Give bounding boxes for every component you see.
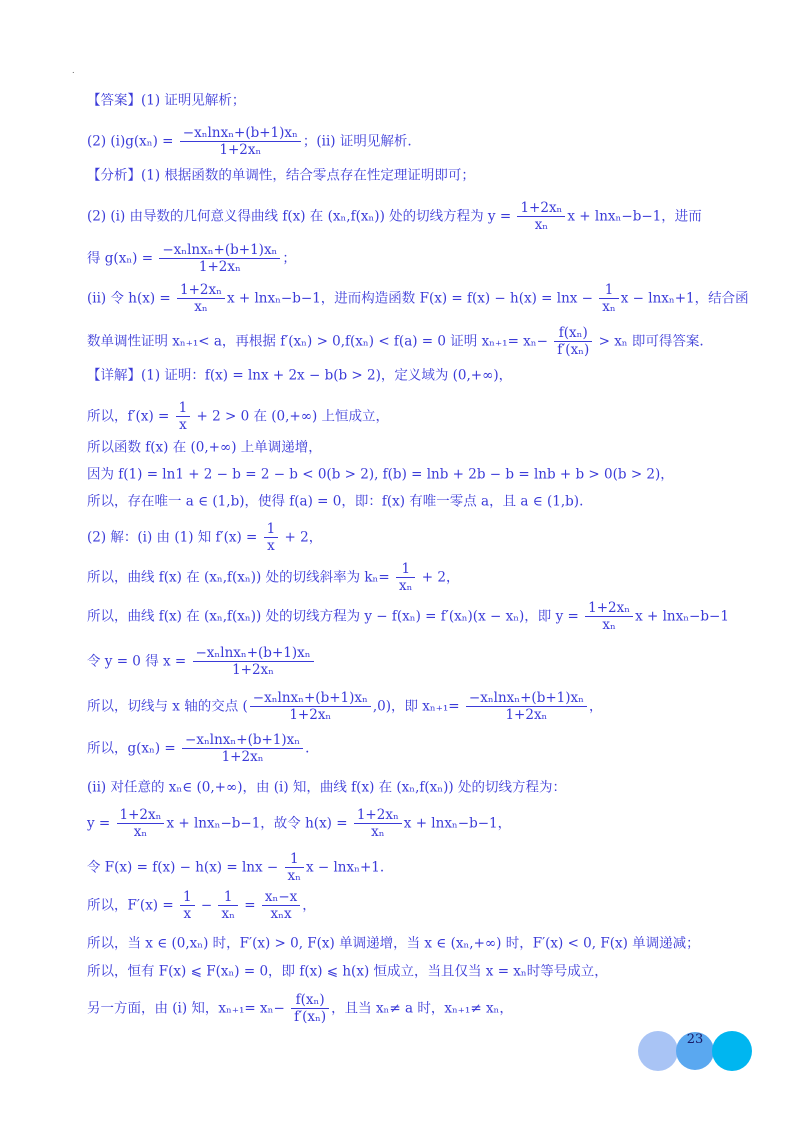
- text-segment: (ii) 令 h(x) =: [87, 290, 175, 307]
- fraction: [218, 889, 237, 922]
- text-line: [87, 365, 767, 386]
- fraction: [396, 561, 415, 594]
- text-line: [87, 242, 767, 275]
- text-segment: (2) (i) 由导数的几何意义得曲线 f(x) 在 (xₙ,f(xₙ)) 处的切线方程为 y =: [87, 208, 516, 225]
- text-segment: 所以函数 f(x) 在 (0,+∞) 上单调递增，: [87, 439, 322, 456]
- text-segment: ，: [302, 897, 316, 914]
- text-line: [87, 933, 767, 954]
- text-segment: (2) 解：(i) 由 (1) 知 f′(x) =: [87, 529, 262, 546]
- text-segment: x + lnxₙ−b−1，进而构造函数 F(x) = f(x) − h(x) = lnx −: [226, 290, 598, 307]
- fraction-numerator: 1+2xₙ: [517, 200, 565, 217]
- fraction-numerator: −xₙlnxₙ+(b+1)xₙ: [193, 645, 314, 662]
- text-segment: 另一方面，由 (i) 知，xₙ₊₁= xₙ−: [87, 1000, 290, 1017]
- fraction-numerator: 1: [599, 282, 618, 299]
- text-line: [87, 200, 767, 233]
- text-line: [87, 400, 767, 433]
- fraction: [466, 690, 587, 723]
- text-segment: 所以，F′(x) =: [87, 897, 178, 914]
- fraction: [599, 282, 618, 315]
- fraction-numerator: f(xₙ): [291, 992, 329, 1009]
- fraction-numerator: 1: [285, 851, 304, 868]
- text-line: [87, 282, 767, 315]
- fraction-denominator: 1+2xₙ: [289, 707, 332, 723]
- fraction-numerator: 1: [180, 889, 195, 906]
- fraction-denominator: xₙ: [371, 824, 385, 840]
- text-segment: ，: [588, 698, 603, 715]
- fraction-numerator: 1+2xₙ: [354, 807, 402, 824]
- text-segment: (2) (i)g(xₙ) =: [87, 133, 178, 150]
- fraction-denominator: xₙ: [133, 824, 148, 840]
- fraction-numerator: 1+2xₙ: [177, 282, 225, 299]
- fraction: [291, 992, 329, 1025]
- text-segment: 【详解】(1) 证明：f(x) = lnx + 2x − b(b > 2)，定义域为 (0,+∞)，: [87, 367, 513, 384]
- text-line: [87, 437, 767, 458]
- fraction-denominator: xₙx: [270, 906, 292, 922]
- text-segment: 【分析】(1) 根据函数的单调性，结合零点存在性定理证明即可；: [87, 167, 475, 184]
- fraction-denominator: xₙ: [534, 217, 549, 233]
- text-line: [87, 889, 767, 922]
- text-line: [87, 645, 767, 678]
- text-segment: + 2 > 0 在 (0,+∞) 上恒成立，: [192, 408, 390, 425]
- fraction-denominator: x: [179, 417, 187, 433]
- text-segment: x + lnxₙ−b−1: [635, 608, 729, 625]
- text-line: [87, 125, 767, 158]
- text-segment: ,0)，即 xₙ₊₁=: [372, 698, 464, 715]
- fraction-numerator: 1: [396, 561, 415, 578]
- fraction: [117, 807, 165, 840]
- text-segment: 令 F(x) = f(x) − h(x) = lnx −: [87, 859, 283, 876]
- fraction-denominator: f′(xₙ): [557, 342, 590, 358]
- fraction-denominator: 1+2xₙ: [505, 707, 548, 723]
- fraction-denominator: xₙ: [602, 299, 616, 315]
- text-segment: 所以，恒有 F(x) ⩽ F(xₙ) = 0，即 f(x) ⩽ h(x) 恒成立，当且仅当 x = xₙ时等号成立，: [87, 963, 608, 980]
- page-badge-left-circle: [638, 1031, 678, 1071]
- text-segment: 所以，存在唯一 a ∈ (1,b)，使得 f(a) = 0，即：f(x) 有唯一零点 a，且 a ∈ (1,b).: [87, 493, 584, 510]
- fraction-denominator: xₙ: [602, 617, 616, 633]
- fraction-denominator: xₙ: [221, 906, 235, 922]
- text-segment: =: [239, 897, 260, 914]
- header-mark: .: [72, 66, 75, 75]
- text-segment: 因为 f(1) = ln1 + 2 − b = 2 − b < 0(b > 2), f(b) = lnb + 2b − b = lnb + b > 0(b > 2)，: [87, 466, 674, 483]
- text-line: [87, 690, 767, 723]
- fraction: [517, 200, 565, 233]
- text-segment: ，且当 xₙ≠ a 时，xₙ₊₁≠ xₙ，: [331, 1000, 513, 1017]
- fraction: [262, 889, 300, 922]
- fraction-numerator: 1+2xₙ: [117, 807, 165, 824]
- fraction: [250, 690, 371, 723]
- text-segment: 令 y = 0 得 x =: [87, 653, 191, 670]
- fraction: [180, 889, 195, 922]
- text-line: [87, 165, 767, 186]
- fraction: [554, 325, 592, 358]
- text-segment: 所以，切线与 x 轴的交点 (: [87, 698, 248, 715]
- fraction: [585, 600, 633, 633]
- text-line: [87, 90, 767, 111]
- text-line: [87, 491, 767, 512]
- fraction: [182, 732, 303, 765]
- fraction-numerator: 1: [218, 889, 237, 906]
- fraction: [354, 807, 402, 840]
- text-line: [87, 325, 767, 358]
- fraction-denominator: xₙ: [287, 868, 301, 884]
- text-segment: ；(ii) 证明见解析.: [302, 133, 412, 150]
- fraction: [285, 851, 304, 884]
- fraction: [193, 645, 314, 678]
- fraction-numerator: −xₙlnxₙ+(b+1)xₙ: [182, 732, 303, 749]
- text-segment: −: [196, 897, 217, 914]
- fraction-denominator: xₙ: [399, 578, 413, 594]
- text-segment: x − lnxₙ+1，结合函: [620, 290, 749, 307]
- text-segment: (ii) 对任意的 xₙ∈ (0,+∞)，由 (i) 知，曲线 f(x) 在 (xₙ,f(xₙ)) 处的切线方程为：: [87, 779, 566, 796]
- page-badge-right-circle: [712, 1031, 752, 1071]
- fraction-numerator: 1: [264, 521, 279, 538]
- text-segment: x + lnxₙ−b−1，进而: [567, 208, 702, 225]
- text-line: [87, 561, 767, 594]
- text-line: [87, 600, 767, 633]
- text-line: [87, 992, 767, 1025]
- fraction: [264, 521, 279, 554]
- fraction: [176, 400, 191, 433]
- fraction-numerator: −xₙlnxₙ+(b+1)xₙ: [250, 690, 371, 707]
- fraction-numerator: −xₙlnxₙ+(b+1)xₙ: [180, 125, 301, 142]
- fraction-numerator: 1: [176, 400, 191, 417]
- text-segment: 所以，曲线 f(x) 在 (xₙ,f(xₙ)) 处的切线斜率为 kₙ=: [87, 569, 394, 586]
- fraction: [159, 242, 280, 275]
- fraction-denominator: 1+2xₙ: [219, 142, 262, 158]
- text-segment: > xₙ 即可得答案.: [594, 333, 704, 350]
- text-line: [87, 777, 767, 798]
- fraction: [177, 282, 225, 315]
- fraction-denominator: 1+2xₙ: [232, 662, 275, 678]
- text-segment: 数单调性证明 xₙ₊₁< a，再根据 f′(xₙ) > 0,f(xₙ) < f(a) = 0 证明 xₙ₊₁= xₙ−: [87, 333, 553, 350]
- text-segment: x − lnxₙ+1.: [305, 859, 385, 876]
- text-segment: 所以，g(xₙ) =: [87, 740, 181, 757]
- fraction-denominator: xₙ: [194, 299, 208, 315]
- text-segment: 得 g(xₙ) =: [87, 250, 158, 267]
- text-segment: 所以，当 x ∈ (0,xₙ) 时，F′(x) > 0, F(x) 单调递增，当 x ∈ (xₙ,+∞) 时，F′(x) < 0, F(x) 单调递减；: [87, 935, 700, 952]
- text-segment: y =: [87, 815, 115, 832]
- fraction-denominator: f′(xₙ): [294, 1009, 327, 1025]
- page-number: 23: [686, 1032, 704, 1047]
- text-segment: x + lnxₙ−b−1，: [403, 815, 512, 832]
- fraction-denominator: 1+2xₙ: [198, 259, 241, 275]
- text-segment: 【答案】(1) 证明见解析；: [87, 92, 246, 109]
- fraction-numerator: xₙ−x: [262, 889, 300, 906]
- text-segment: + 2，: [417, 569, 460, 586]
- fraction-numerator: −xₙlnxₙ+(b+1)xₙ: [159, 242, 280, 259]
- text-segment: x + lnxₙ−b−1，故令 h(x) =: [166, 815, 352, 832]
- fraction-numerator: 1+2xₙ: [585, 600, 633, 617]
- fraction-denominator: x: [183, 906, 192, 922]
- text-line: [87, 521, 767, 554]
- text-line: [87, 961, 767, 982]
- text-line: [87, 464, 767, 485]
- fraction-denominator: x: [267, 538, 275, 554]
- text-line: [87, 807, 767, 840]
- fraction: [180, 125, 301, 158]
- text-segment: 所以，f′(x) =: [87, 408, 174, 425]
- text-line: [87, 851, 767, 884]
- text-segment: + 2，: [280, 529, 323, 546]
- fraction-numerator: −xₙlnxₙ+(b+1)xₙ: [466, 690, 587, 707]
- text-segment: ；: [282, 250, 296, 267]
- text-segment: 所以，曲线 f(x) 在 (xₙ,f(xₙ)) 处的切线方程为 y − f(xₙ) = f′(xₙ)(x − xₙ)，即 y =: [87, 608, 584, 625]
- fraction-denominator: 1+2xₙ: [221, 749, 264, 765]
- text-segment: .: [305, 740, 310, 757]
- fraction-numerator: f(xₙ): [554, 325, 592, 342]
- text-line: [87, 732, 767, 765]
